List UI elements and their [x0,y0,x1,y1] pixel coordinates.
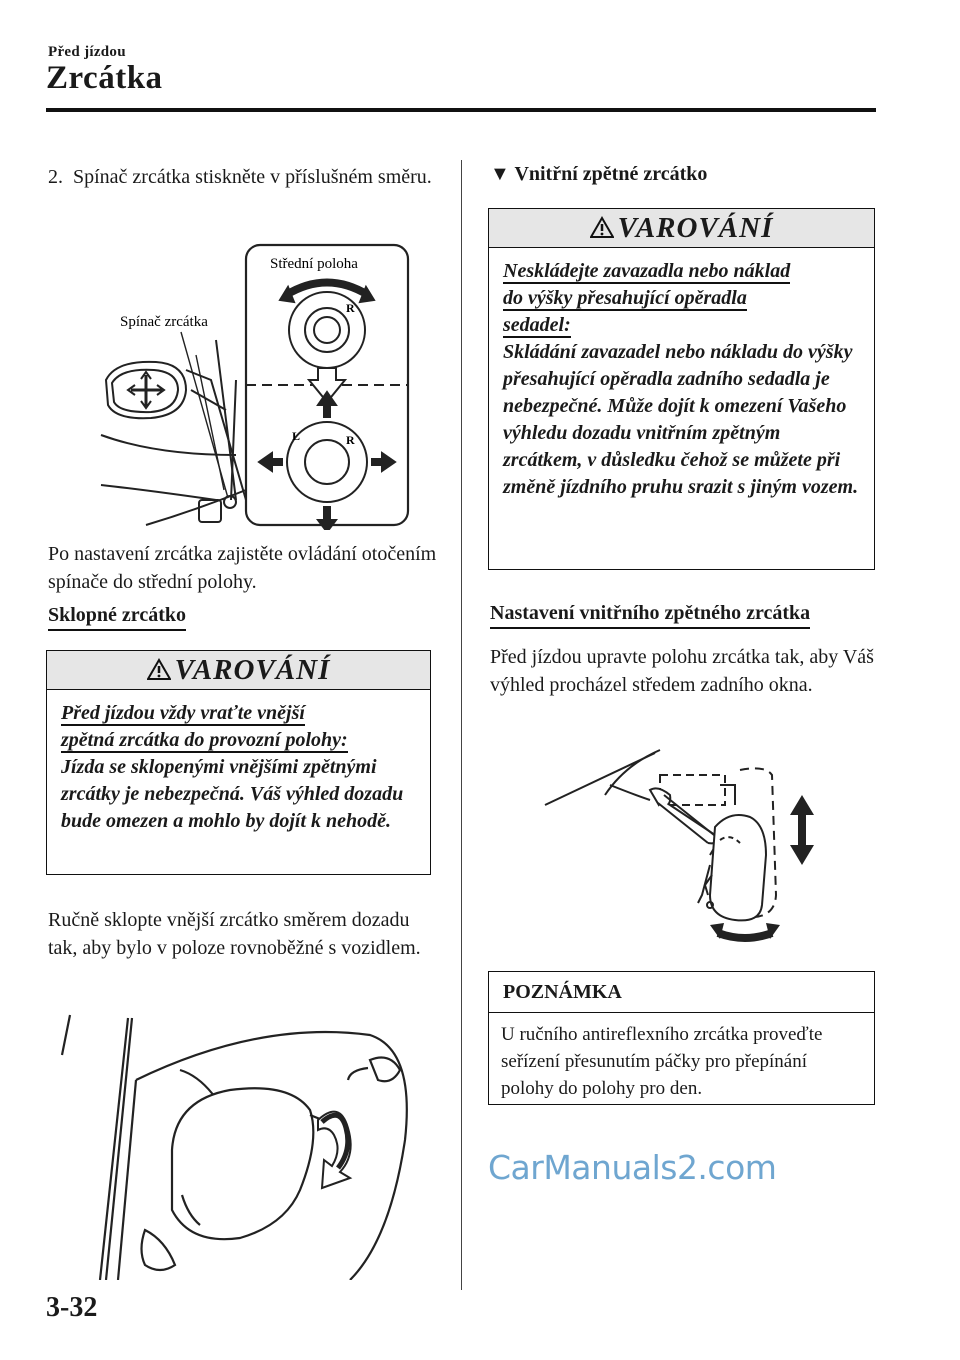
warning-header [489,209,874,248]
warning-triangle-icon [590,216,614,238]
interior-mirror-heading [490,163,707,186]
interior-mirror-figure [540,745,830,950]
warning-lead-line1: Neskládejte zavazadla nebo náklad [503,260,791,282]
adjust-interior-mirror-heading: Nastavení vnitřního zpětného zrcátka [490,602,810,629]
warning-header [47,651,430,690]
warning-lead-line3: sedadel: [503,314,571,336]
note-title: POZNÁMKA [489,972,874,1013]
warning-body: Jízda se sklopenými vnějšími zpětnými zrcátky je nebezpečná. Váš výhled dozadu bude omezen a mohlo by dojít k nehodě. [61,756,404,832]
center-position-label: Střední poloha [270,256,358,272]
folding-mirror-figure [60,1010,420,1280]
section-label: Před jízdou [48,44,126,60]
page-number: 3-32 [46,1292,98,1323]
page-title: Zrcátka [46,60,163,96]
header-rule [46,108,876,112]
warning-box-folding [46,650,431,875]
warning-box-luggage [488,208,875,570]
svg-text:R: R [346,433,355,447]
warning-title: VAROVÁNÍ [617,212,774,244]
note-box [488,971,875,1105]
fold-instruction-text: Ručně sklopte vnější zrcátko směrem dozadu tak, aby bylo v poloze rovnoběžné s vozidlem. [48,909,421,959]
column-divider [461,160,462,1290]
section-triangle-icon: ▼ [490,163,510,185]
step-2-text: 2. Spínač zrcátka stiskněte v příslušném směru. [48,166,432,188]
watermark-logo: CarManuals2.com [488,1148,777,1187]
note-body: U ručního antireflexního zrcátka proveďte seřízení přesunutím páčky pro přepínání polohy do polohy pro den. [501,1024,823,1099]
svg-text:L: L [292,429,301,443]
warning-triangle-icon [147,658,171,680]
folding-mirror-heading: Sklopné zrcátko [48,604,186,631]
after-adjust-text: Po nastavení zrcátka zajistěte ovládání otočením spínače do střední polohy. [48,543,437,593]
interior-mirror-heading-text: Vnitřní zpětné zrcátko [514,163,708,185]
mirror-switch-label: Spínač zrcátka [120,314,208,330]
warning-lead-line2: do výšky přesahující opěradla [503,287,747,309]
warning-lead-line1: Před jízdou vždy vraťte vnější [61,702,305,724]
warning-body: Skládání zavazadel nebo nákladu do výšky přesahující opěradla zadního sedadla je nebezpečné. Může dojít k omezení Vašeho výhledu dozadu vnitřním zpětným zrcátkem, v důsledku čehož se můžete při změně jízdního pruhu srazit s jiným vozem. [503,341,859,498]
svg-text:R: R [346,301,355,315]
warning-title: VAROVÁNÍ [174,654,331,686]
mirror-switch-figure [96,240,416,530]
warning-lead-line2: zpětná zrcátka do provozní polohy: [61,729,348,751]
adjust-instruction-text: Před jízdou upravte polohu zrcátka tak, aby Váš výhled procházel středem zadního okna. [490,646,874,696]
